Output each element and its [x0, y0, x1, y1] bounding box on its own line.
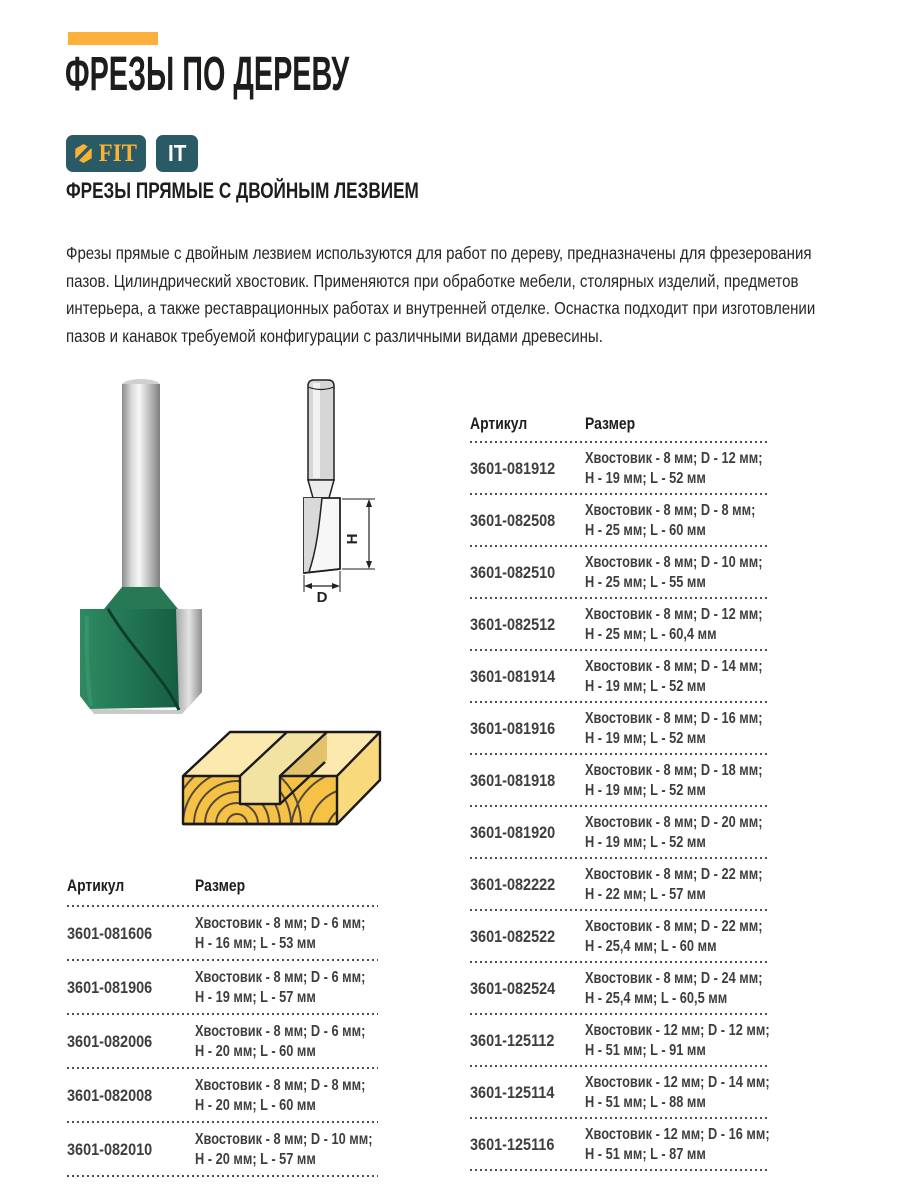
size-cell: [585, 657, 770, 697]
table-body: [67, 907, 378, 1177]
drawing-shank: [308, 380, 334, 480]
size-line-1: Хвостовик - 8 мм; D - 6 мм;: [195, 969, 366, 986]
size-cell: [195, 968, 378, 1008]
size-cell: [585, 553, 770, 593]
size-line-2: H - 19 мм; L - 52 мм: [585, 678, 706, 695]
size-line-1: Хвостовик - 8 мм; D - 12 мм;: [585, 606, 763, 623]
collar: [104, 587, 178, 609]
table-row: [470, 807, 770, 859]
description-line: пазов и канавок требуемой конфигурации с различными видами древесины.: [66, 325, 603, 346]
size-line-1: Хвостовик - 8 мм; D - 22 мм;: [585, 866, 763, 883]
size-cell: [585, 1073, 770, 1113]
d-dim-label: D: [316, 589, 328, 602]
h-dim-label: H: [344, 533, 361, 545]
description-line: интерьера, а также реставрационных работах и внутренней отделке. Оснастка подходит при изготовлении: [66, 298, 816, 318]
table-row: [470, 755, 770, 807]
size-line-2: H - 19 мм; L - 52 мм: [585, 470, 706, 487]
size-cell: [585, 1021, 770, 1061]
groove-illustration: [175, 724, 391, 842]
size-cell: [195, 914, 378, 954]
table-row: [470, 495, 770, 547]
size-line-2: H - 19 мм; L - 52 мм: [585, 730, 706, 747]
size-cell: [585, 917, 770, 957]
size-cell: [585, 449, 770, 489]
size-line-2: H - 19 мм; L - 52 мм: [585, 782, 706, 799]
article-cell: 3601-081918: [470, 771, 556, 790]
size-line-2: H - 22 мм; L - 57 мм: [585, 886, 706, 903]
article-cell: 3601-081920: [470, 823, 556, 842]
size-cell: [585, 865, 770, 905]
size-line-1: Хвостовик - 8 мм; D - 6 мм;: [195, 1023, 366, 1040]
drawing-neck: [308, 480, 334, 498]
size-line-2: H - 51 мм; L - 91 мм: [585, 1042, 706, 1059]
table-row: [470, 547, 770, 599]
size-line-2: H - 19 мм; L - 57 мм: [195, 989, 316, 1006]
table-header: [470, 414, 770, 443]
size-line-1: Хвостовик - 12 мм; D - 16 мм;: [585, 1126, 770, 1143]
size-line-2: H - 20 мм; L - 57 мм: [195, 1151, 316, 1168]
d-arrow-right: [332, 583, 340, 589]
column-header-size: Размер: [585, 414, 636, 433]
h-arrow-top: [366, 499, 372, 507]
size-cell: [585, 501, 770, 541]
size-line-2: H - 25,4 мм; L - 60,5 мм: [585, 990, 728, 1007]
article-cell: 3601-081916: [470, 719, 556, 738]
table-row: [470, 1119, 770, 1171]
shank: [122, 384, 160, 587]
table-row: [470, 963, 770, 1015]
size-cell: [585, 709, 770, 749]
size-line-1: Хвостовик - 12 мм; D - 12 мм;: [585, 1022, 770, 1039]
article-cell: 3601-082222: [470, 875, 556, 894]
size-line-2: H - 20 мм; L - 60 мм: [195, 1097, 316, 1114]
article-cell: 3601-125116: [470, 1135, 555, 1154]
article-cell: 3601-082524: [470, 979, 556, 998]
h-arrow-bottom: [366, 561, 372, 569]
size-cell: [195, 1130, 378, 1170]
column-header-article: Артикул: [470, 414, 528, 433]
table-row: [470, 859, 770, 911]
description-paragraph: [66, 240, 900, 350]
article-cell: 3601-081606: [67, 924, 153, 943]
fit-logo-label: FIT: [98, 139, 138, 167]
article-cell: 3601-082522: [470, 927, 556, 946]
table-row: [67, 961, 378, 1015]
table-row: [67, 907, 378, 961]
table-row: [470, 599, 770, 651]
size-line-2: H - 51 мм; L - 88 мм: [585, 1094, 706, 1111]
table-row: [67, 1123, 378, 1177]
size-line-1: Хвостовик - 8 мм; D - 18 мм;: [585, 762, 763, 779]
size-line-2: H - 19 мм; L - 52 мм: [585, 834, 706, 851]
article-cell: 3601-082010: [67, 1140, 153, 1159]
it-logo-label: IT: [167, 140, 187, 166]
page-title-text: ФРЕЗЫ ПО ДЕРЕВУ: [65, 48, 350, 101]
size-line-1: Хвостовик - 8 мм; D - 14 мм;: [585, 658, 763, 675]
blade-edge: [176, 609, 202, 710]
table-row: [470, 703, 770, 755]
size-cell: [195, 1076, 378, 1116]
size-line-2: H - 25,4 мм; L - 60 мм: [585, 938, 717, 955]
it-logo: [156, 135, 198, 172]
table-row: [470, 651, 770, 703]
router-bit-photo: [78, 376, 204, 714]
size-line-2: H - 20 мм; L - 60 мм: [195, 1043, 316, 1060]
size-line-2: H - 51 мм; L - 87 мм: [585, 1146, 706, 1163]
accent-bar: [68, 32, 158, 45]
article-cell: 3601-082512: [470, 615, 556, 634]
size-line-1: Хвостовик - 8 мм; D - 8 мм;: [585, 502, 756, 519]
table-row: [470, 443, 770, 495]
size-cell: [585, 969, 770, 1009]
size-line-2: H - 25 мм; L - 60 мм: [585, 522, 706, 539]
table-body: [470, 443, 770, 1171]
article-cell: 3601-082510: [470, 563, 556, 582]
article-cell: 3601-125112: [470, 1031, 555, 1050]
section-title: [66, 178, 518, 204]
size-line-2: H - 25 мм; L - 60,4 мм: [585, 626, 717, 643]
size-line-1: Хвостовик - 8 мм; D - 12 мм;: [585, 450, 763, 467]
column-header-size: Размер: [195, 876, 246, 895]
fit-nut-icon: [73, 143, 94, 164]
table-row: [67, 1069, 378, 1123]
size-line-1: Хвостовик - 8 мм; D - 20 мм;: [585, 814, 763, 831]
d-arrow-left: [304, 583, 312, 589]
size-cell: [195, 1022, 378, 1062]
size-line-1: Хвостовик - 8 мм; D - 24 мм;: [585, 970, 763, 987]
drawing-shank-highlight: [313, 383, 320, 478]
size-line-1: Хвостовик - 8 мм; D - 16 мм;: [585, 710, 763, 727]
table-row: [470, 1067, 770, 1119]
brand-logos: [66, 135, 198, 172]
product-table-left: [67, 876, 378, 1177]
table-row: [470, 1015, 770, 1067]
article-cell: 3601-081906: [67, 978, 153, 997]
column-header-article: Артикул: [67, 876, 125, 895]
size-cell: [585, 813, 770, 853]
article-cell: 3601-125114: [470, 1083, 555, 1102]
product-table-right: [470, 414, 770, 1171]
description-line: Фрезы прямые с двойным лезвием используются для работ по дереву, предназначены для фрезерования: [66, 243, 812, 263]
section-title-text: ФРЕЗЫ ПРЯМЫЕ С ДВОЙНЫМ ЛЕЗВИЕМ: [66, 178, 419, 203]
size-line-1: Хвостовик - 8 мм; D - 8 мм;: [195, 1077, 366, 1094]
size-cell: [585, 605, 770, 645]
size-line-1: Хвостовик - 12 мм; D - 14 мм;: [585, 1074, 770, 1091]
dimension-drawing: [295, 376, 387, 602]
size-line-2: H - 25 мм; L - 55 мм: [585, 574, 706, 591]
size-line-1: Хвостовик - 8 мм; D - 22 мм;: [585, 918, 763, 935]
size-line-1: Хвостовик - 8 мм; D - 6 мм;: [195, 915, 366, 932]
page-title: [65, 47, 539, 102]
size-line-1: Хвостовик - 8 мм; D - 10 мм;: [195, 1131, 373, 1148]
article-cell: 3601-081912: [470, 459, 556, 478]
article-cell: 3601-082008: [67, 1086, 153, 1105]
fit-logo: [66, 135, 146, 172]
size-cell: [585, 761, 770, 801]
article-cell: 3601-082508: [470, 511, 556, 530]
size-line-2: H - 16 мм; L - 53 мм: [195, 935, 316, 952]
table-header: [67, 876, 378, 907]
article-cell: 3601-081914: [470, 667, 556, 686]
table-row: [470, 911, 770, 963]
article-cell: 3601-082006: [67, 1032, 153, 1051]
size-cell: [585, 1125, 770, 1165]
table-row: [67, 1015, 378, 1069]
size-line-1: Хвостовик - 8 мм; D - 10 мм;: [585, 554, 763, 571]
description-line: пазов. Цилиндрический хвостовик. Применяются при обработке мебели, столярных изделий, предметов: [66, 270, 799, 291]
